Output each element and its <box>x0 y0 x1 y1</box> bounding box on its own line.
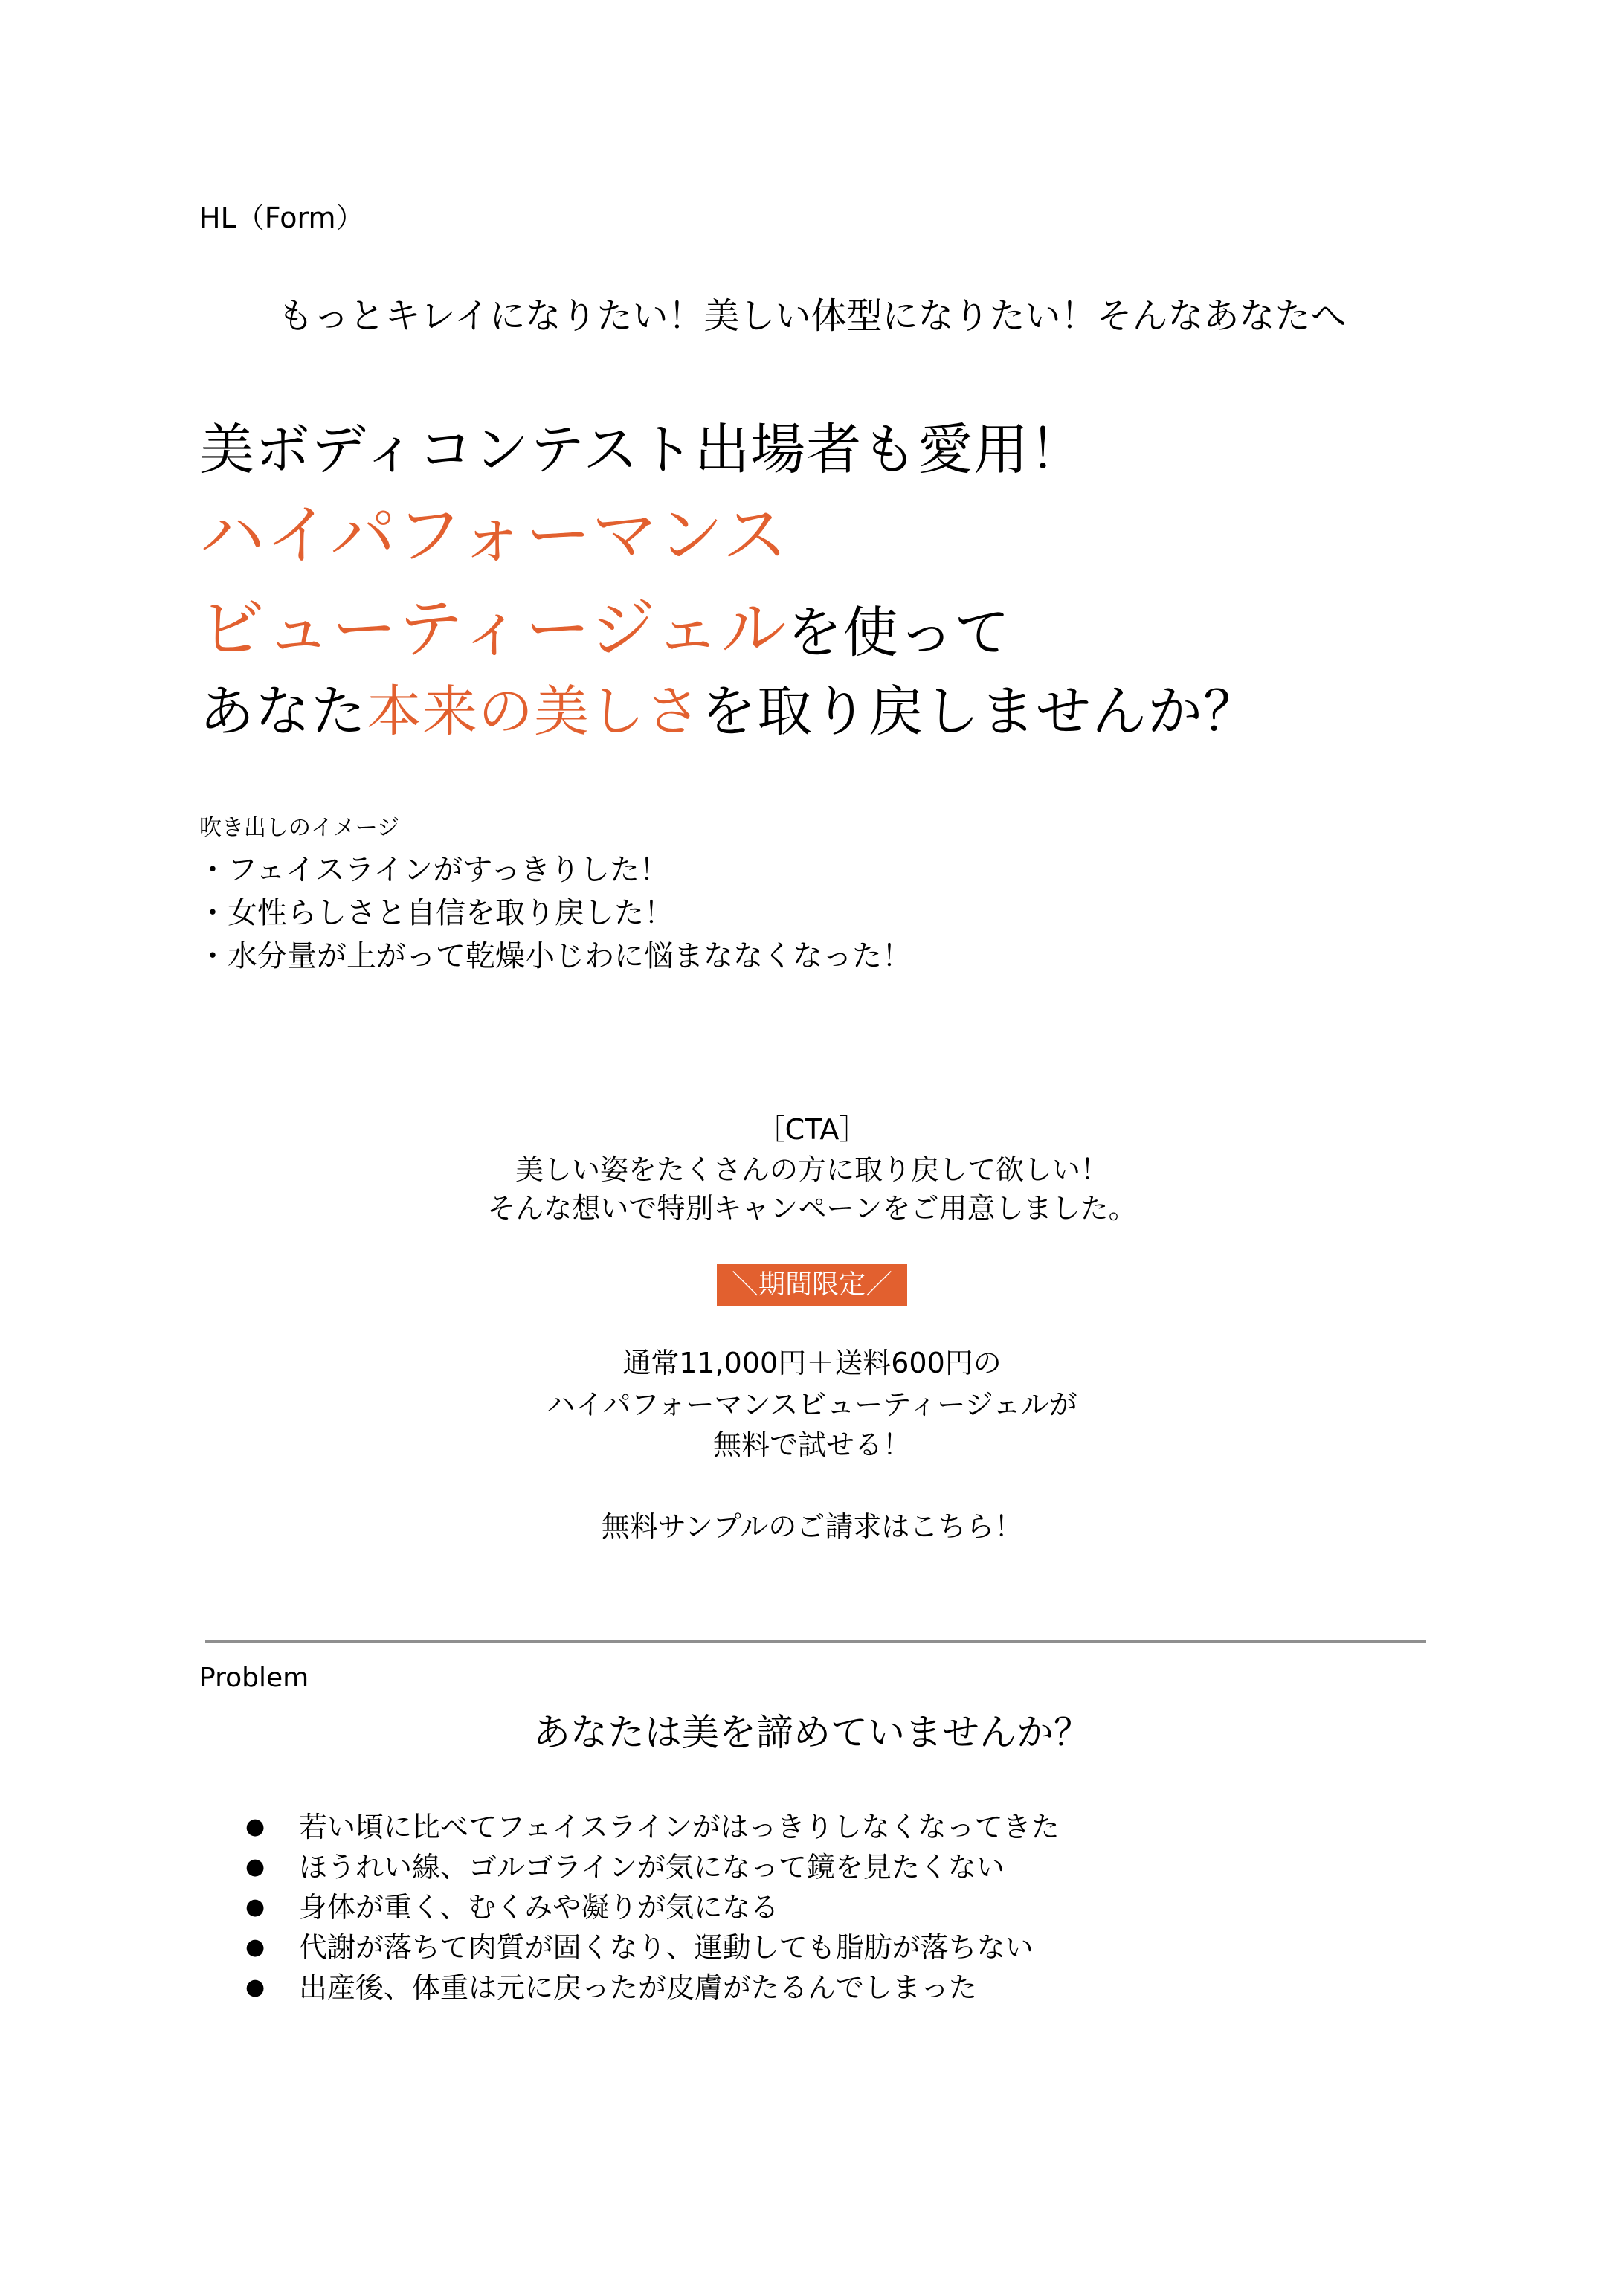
headline-line-4-suffix: を取り戻しませんか？ <box>701 680 1259 744</box>
cta-line-1: 美しい姿をたくさんの方に取り戻して欲しい！ <box>515 1153 1109 1186</box>
headline-line-4-prefix: あなた <box>199 680 367 744</box>
bullet-icon: ● <box>245 1974 265 2000</box>
headline-line-1: 美ボディコンテスト出場者も愛用！ <box>199 418 1086 482</box>
intro-text: もっとキレイになりたい！美しい体型になりたい！そんなあなたへ <box>277 295 1347 337</box>
offer-line-3: 無料で試せる！ <box>712 1428 911 1461</box>
list-item <box>245 1927 1060 1968</box>
bullet-icon: ● <box>245 1814 265 1840</box>
list-item-text: 身体が重く、むくみや凝りが気になる <box>299 1891 779 1924</box>
list-item <box>245 1968 1060 2008</box>
headline-product-line-1: ハイパフォーマンス <box>199 497 789 573</box>
badge-container <box>0 1264 1624 1306</box>
cta-line-2: そんな想いで特別キャンペーンをご用意しました。 <box>487 1192 1137 1225</box>
bubble-title: 吹き出しのイメージ <box>199 815 400 841</box>
sample-request-text: 無料サンプルのご請求はこちら！ <box>601 1510 1023 1543</box>
list-item <box>245 1807 1060 1847</box>
headline-product-line-2 <box>199 577 1010 671</box>
offer-line-1: 通常11,000円＋送料600円の <box>622 1347 1002 1379</box>
section-label-problem: Problem <box>199 1663 309 1693</box>
section-divider <box>205 1640 1426 1643</box>
headline-product-accent: ビューティージェル <box>199 590 787 667</box>
headline-line-4 <box>199 668 1259 747</box>
list-item-text: ほうれい線、ゴルゴラインが気になって鏡を見たくない <box>299 1851 1005 1884</box>
headline-product-suffix: を使って <box>787 601 1011 665</box>
list-item <box>245 1847 1060 1887</box>
problem-list <box>245 1807 1060 2008</box>
offer-line-2: ハイパフォーマンスビューティージェルが <box>547 1388 1077 1421</box>
list-item-text: 出産後、体重は元に戻ったが皮膚がたるんでしまった <box>299 1971 978 2004</box>
bubble-item: ・フェイスラインがすっきりした！ <box>198 853 669 887</box>
section-label-hl: HL（Form） <box>199 202 364 234</box>
headline-line-4-accent: 本来の美しさ <box>367 680 701 744</box>
bullet-icon: ● <box>245 1854 265 1880</box>
bullet-icon: ● <box>245 1894 265 1920</box>
list-item <box>245 1887 1060 1927</box>
list-item-text: 代謝が落ちて肉質が固くなり、運動しても脂肪が落ちない <box>299 1931 1034 1964</box>
problem-title: あなたは美を諦めていませんか？ <box>533 1711 1091 1754</box>
limited-time-badge: ＼期間限定／ <box>717 1264 907 1306</box>
list-item-text: 若い頃に比べてフェイスラインがはっきりしなくなってきた <box>299 1811 1060 1843</box>
bubble-item: ・水分量が上がって乾燥小じわに悩まななくなった！ <box>198 939 912 973</box>
bullet-icon: ● <box>245 1934 265 1960</box>
bubble-item: ・女性らしさと自信を取り戻した！ <box>198 896 674 930</box>
cta-label: ［CTA］ <box>756 1113 868 1146</box>
